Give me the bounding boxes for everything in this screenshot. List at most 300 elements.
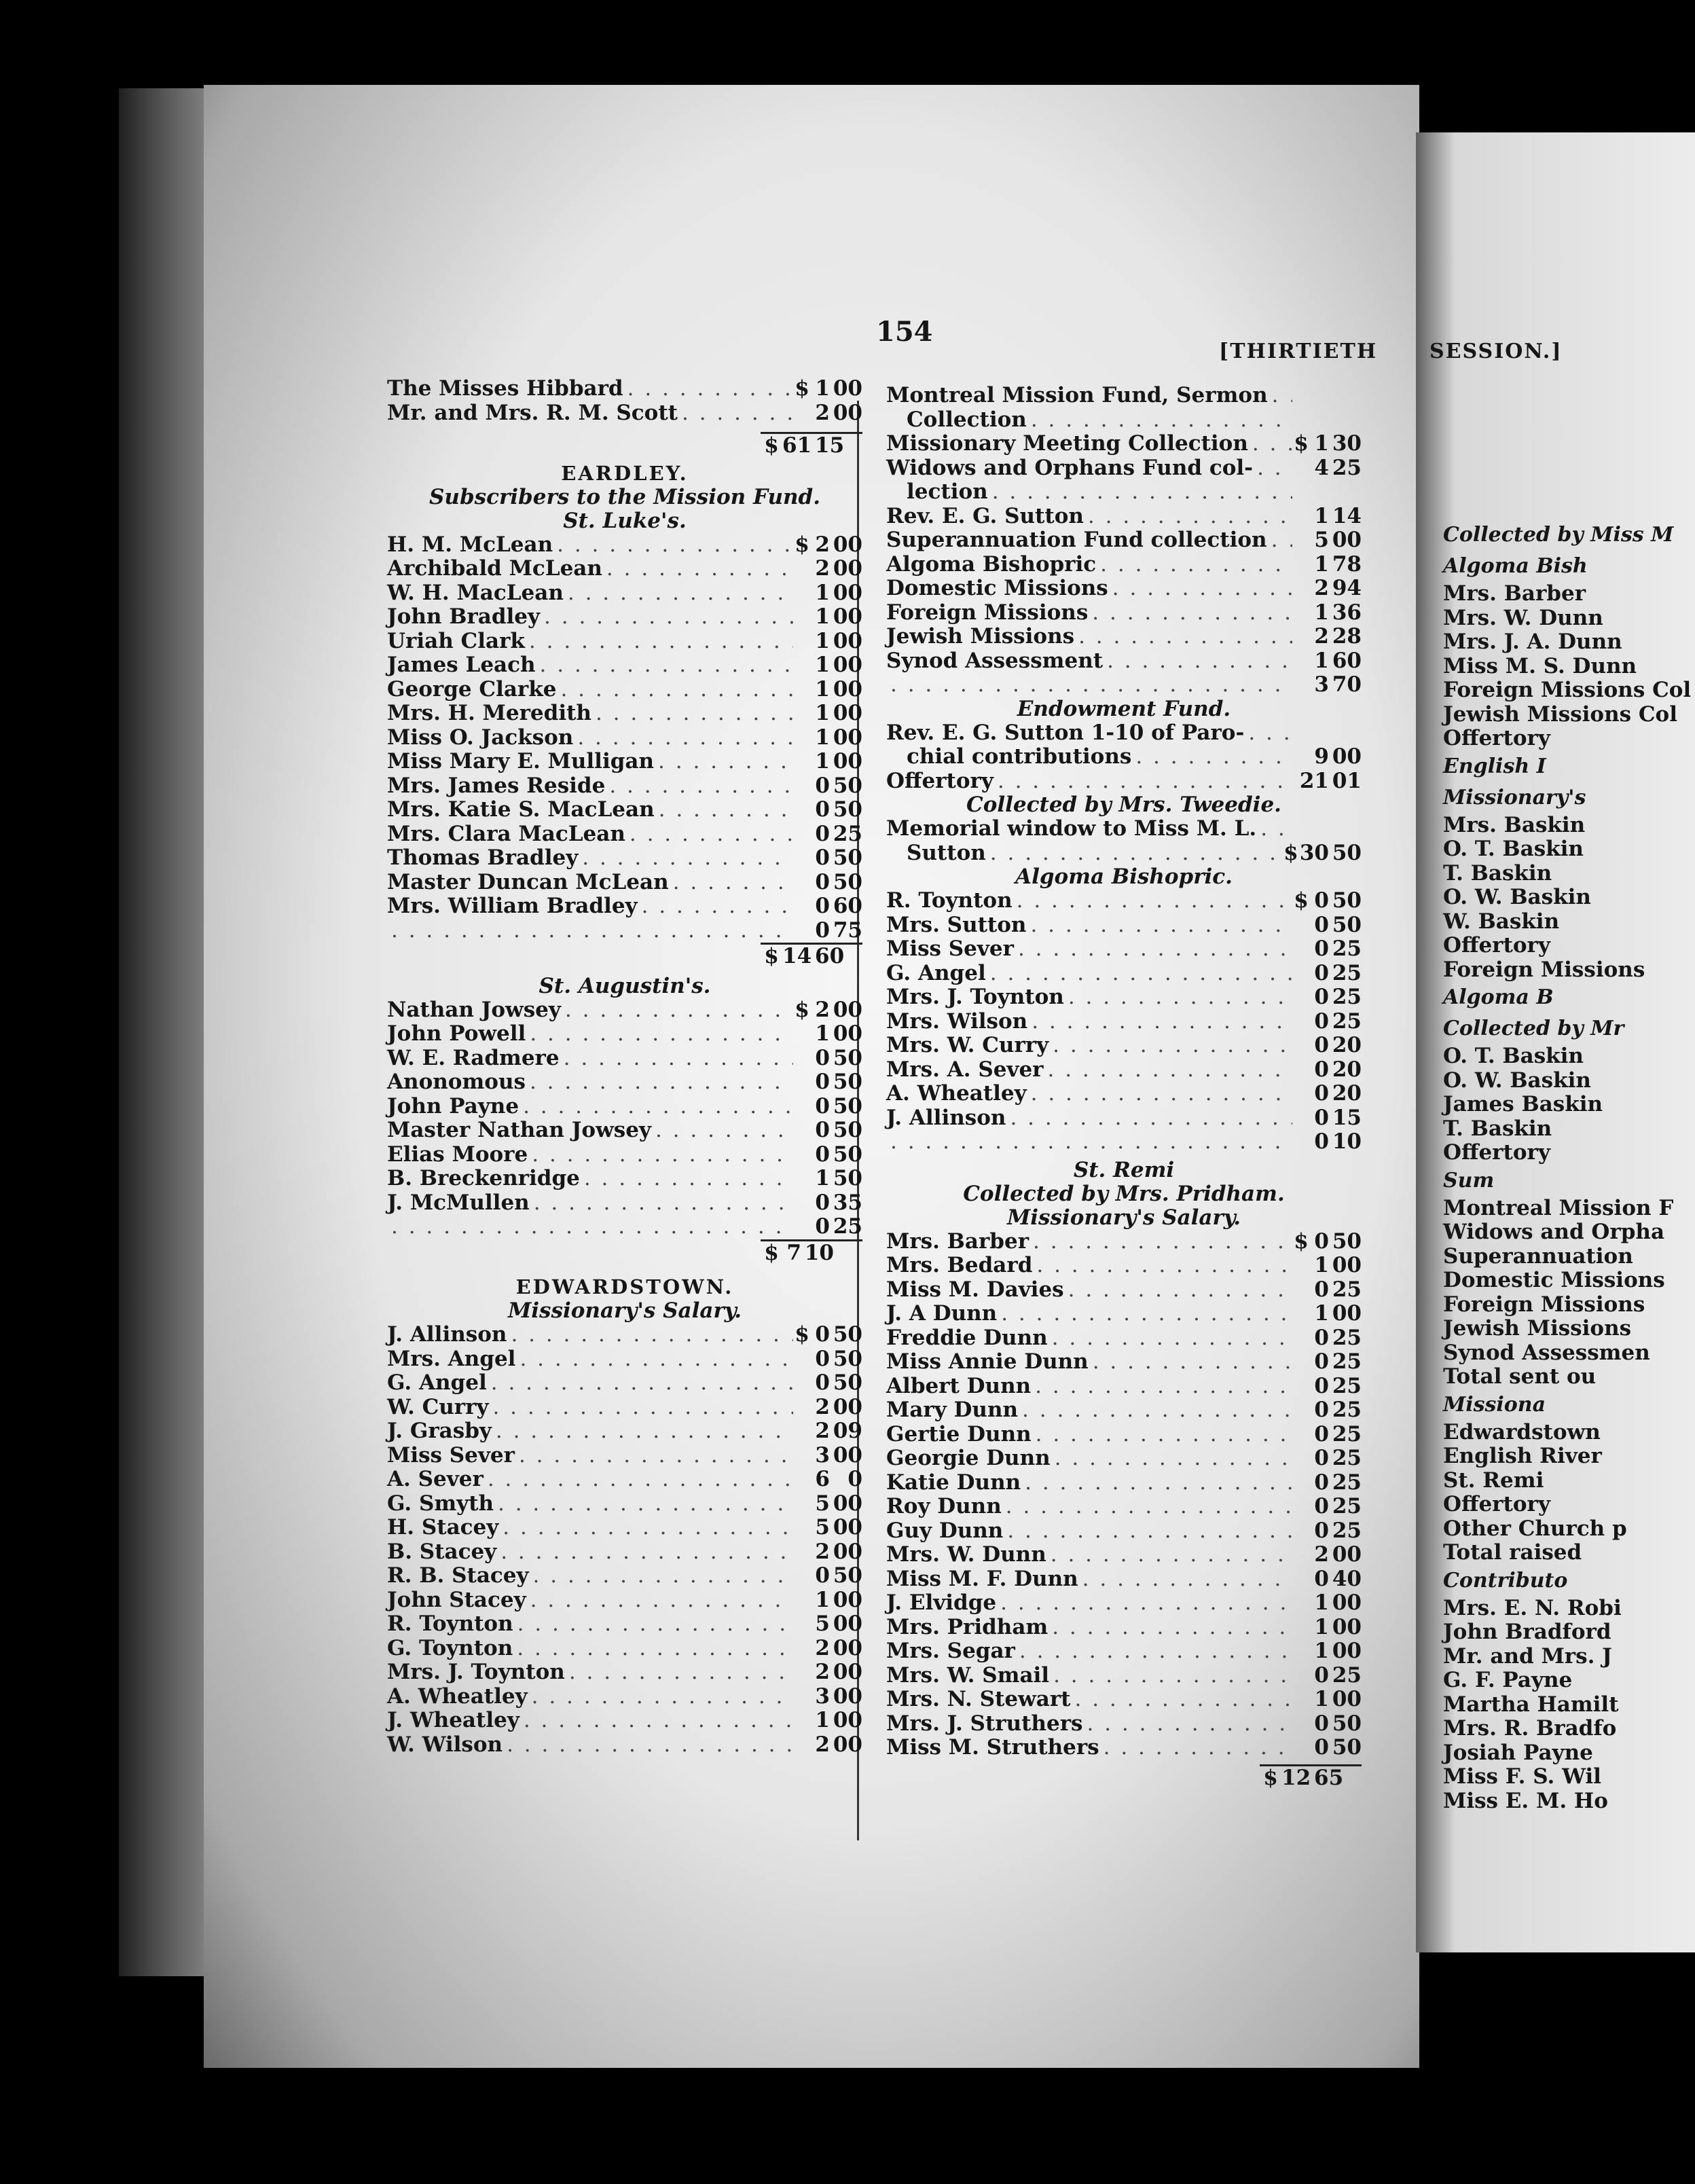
amount-cents: 25 [833, 821, 862, 846]
currency-sign [1292, 528, 1310, 553]
entry-row [886, 841, 1362, 866]
amount-dollars: 1 [815, 580, 830, 605]
currency-sign [1292, 1519, 1310, 1544]
amount-cents: 00 [1332, 1687, 1362, 1711]
leader-dots [638, 894, 793, 919]
amount-dollars [1310, 817, 1329, 841]
amount-dollars: 61 [782, 433, 812, 458]
right-page-line: Foreign Missions Col [1443, 678, 1692, 702]
amount-dollars: 0 [1314, 912, 1329, 937]
leader-dots [530, 1191, 793, 1216]
amount-cents: 50 [833, 845, 862, 870]
currency-sign: $ [795, 1322, 809, 1347]
entry-row [886, 1519, 1362, 1544]
entry-row [387, 1733, 862, 1758]
currency-sign [1292, 1591, 1310, 1616]
currency-sign [1292, 1278, 1310, 1303]
currency-sign [1292, 456, 1310, 481]
amount-cents: 00 [833, 532, 862, 557]
entry-name: James Leach [387, 653, 536, 677]
entry-row [387, 1612, 862, 1637]
entry-name: Nathan Jowsey [387, 997, 561, 1022]
currency-sign [793, 1167, 811, 1191]
entry-name: lection [907, 479, 988, 504]
amount-cents: 15 [815, 433, 845, 458]
entry-name: Mrs. J. Struthers [886, 1711, 1083, 1736]
amount-cents: 50 [833, 1142, 862, 1167]
middle-column [886, 384, 1362, 1790]
currency-sign [793, 1468, 811, 1492]
currency-sign [793, 894, 811, 919]
leader-dots [528, 1685, 793, 1709]
entry-row [387, 1637, 862, 1661]
right-page-line: Miss E. M. Ho [1443, 1788, 1608, 1813]
entry-name: Mrs. Sutton [886, 912, 1027, 937]
leader-dots [515, 1347, 793, 1372]
leader-dots [1048, 1616, 1292, 1640]
entry-name: Mrs. H. Meredith [387, 701, 591, 725]
amount-dollars: 0 [1314, 1566, 1329, 1591]
leader-dots [503, 1733, 793, 1758]
amount-dollars: 3 [1314, 672, 1329, 697]
entry-row [387, 1419, 862, 1444]
amount-dollars: 0 [815, 1322, 830, 1347]
amount-cents: 25 [1332, 1373, 1362, 1398]
amount-dollars: 2 [815, 1394, 830, 1419]
section-subtitle: St. Luke's. [563, 508, 687, 533]
currency-sign [1292, 601, 1310, 625]
entry-name: Mrs. Katie S. MacLean [387, 797, 655, 822]
entry-row [886, 1106, 1362, 1131]
right-page-line: Foreign Missions [1443, 1292, 1645, 1317]
right-page-line: Domestic Missions [1443, 1268, 1665, 1292]
entry-name: H. M. McLean [387, 532, 553, 557]
entry-name: Master Duncan McLean [387, 869, 669, 894]
leader-dots [525, 630, 793, 654]
currency-sign [793, 1660, 811, 1685]
entry-name: Archibald McLean [387, 556, 602, 581]
right-page-line: Montreal Mission F [1443, 1195, 1674, 1220]
currency-sign [793, 798, 811, 822]
right-page-line: Collected by Miss M [1443, 523, 1674, 547]
amount-cents: 25 [1332, 960, 1362, 985]
amount-dollars: 0 [815, 1346, 830, 1371]
leader-dots [605, 774, 793, 799]
currency-sign [1292, 1688, 1310, 1712]
entry-name: R. B. Stacey [387, 1563, 529, 1588]
leader-dots [529, 1564, 793, 1588]
leader-dots [1078, 1567, 1292, 1592]
entry-row [886, 1591, 1362, 1616]
amount-cents: 25 [1332, 1662, 1362, 1688]
entry-name: Freddie Dunn [886, 1325, 1048, 1350]
entry-row [886, 1058, 1362, 1082]
entry-name: Algoma Bishopric [886, 551, 1097, 577]
currency-sign [1292, 1058, 1310, 1082]
right-page-line: Missiona [1443, 1392, 1546, 1417]
amount-cents: 00 [833, 1635, 862, 1660]
entry-name: John Stacey [387, 1587, 526, 1612]
entry-name: Sutton [907, 840, 986, 865]
currency-sign [1292, 1639, 1310, 1664]
currency-sign [793, 653, 811, 678]
entry-row [387, 1371, 862, 1396]
currency-sign [1282, 769, 1300, 794]
leader-dots [498, 1516, 793, 1540]
amount-dollars: 0 [1314, 1373, 1329, 1398]
amount-dollars: 2 [815, 400, 830, 425]
leader-dots [560, 1046, 793, 1071]
entry-name: J. McMullen [387, 1190, 530, 1215]
entry-name: Montreal Mission Fund, Sermon [886, 383, 1268, 407]
amount-cents: 00 [833, 556, 862, 581]
entry-name: Miss O. Jackson [387, 725, 574, 750]
entry-row [387, 1215, 862, 1239]
right-page-line: T. Baskin [1443, 860, 1552, 886]
amount-dollars: 0 [1314, 960, 1329, 985]
entry-row [886, 408, 1362, 433]
entry-name: Guy Dunn [886, 1518, 1004, 1543]
leader-dots [1074, 625, 1292, 649]
entry-row [886, 1639, 1362, 1664]
leader-dots [487, 1371, 793, 1396]
amount-dollars: 1 [1314, 1301, 1329, 1326]
entry-row [886, 721, 1362, 746]
currency-sign [793, 1637, 811, 1661]
amount-cents: 36 [1332, 600, 1362, 625]
amount-dollars: 1 [1314, 600, 1329, 625]
entry-row [387, 998, 862, 1023]
amount-cents: 14 [1332, 503, 1362, 528]
amount-dollars: 0 [815, 1563, 830, 1588]
section-subtitle: Collected by Mrs. Tweedie. [966, 793, 1281, 817]
amount-cents: 10 [804, 1240, 834, 1265]
currency-sign [793, 605, 811, 630]
amount-cents: 50 [1332, 912, 1362, 937]
leader-dots [1049, 1664, 1292, 1688]
subtotal-row [761, 432, 862, 458]
currency-sign [793, 1191, 811, 1216]
page-number: 154 [876, 316, 933, 348]
leader-dots [1029, 1230, 1292, 1254]
leader-dots [651, 1118, 793, 1143]
leader-dots [678, 401, 793, 426]
entry-row [387, 1660, 862, 1685]
currency-sign [1292, 913, 1310, 938]
amount-dollars: 1 [815, 653, 830, 677]
amount-dollars: 0 [815, 1045, 830, 1070]
entry-name: Foreign Missions [886, 600, 1089, 625]
leader-dots [526, 1588, 793, 1613]
amount-cents: 00 [833, 580, 862, 605]
leader-dots [886, 1130, 1292, 1154]
amount-dollars: 1 [1314, 503, 1329, 528]
section-subtitle: Missionary's Salary. [1006, 1205, 1241, 1230]
entry-row [387, 1709, 862, 1733]
currency-sign [1292, 505, 1310, 529]
right-page-line: Collected by Mr [1443, 1017, 1624, 1040]
currency-sign [793, 1612, 811, 1637]
amount-cents: 25 [1332, 936, 1362, 961]
amount-dollars: 2 [815, 1539, 830, 1564]
entry-name: G. Angel [387, 1370, 487, 1395]
currency-sign [793, 1118, 811, 1143]
currency-sign [793, 1492, 811, 1516]
amount-dollars: 1 [815, 376, 830, 401]
right-page-line: O. W. Baskin [1443, 1068, 1591, 1093]
currency-sign [793, 1588, 811, 1613]
leader-dots [494, 1492, 793, 1516]
entry-name: Anonomous [387, 1070, 526, 1094]
amount-dollars: 0 [815, 773, 830, 798]
entry-row [387, 557, 862, 581]
leader-dots [573, 726, 793, 750]
entry-name: Mrs. Pridham [886, 1614, 1049, 1639]
amount-dollars: 0 [1314, 1349, 1329, 1374]
currency-sign [793, 401, 811, 426]
amount-cents: 50 [833, 1118, 862, 1142]
amount-cents: 60 [815, 944, 845, 968]
leader-dots [519, 1095, 793, 1119]
right-page-line: James Baskin [1443, 1092, 1603, 1116]
entry-name: Miss Mary E. Mulligan [387, 749, 655, 774]
currency-sign: $ [795, 532, 809, 557]
amount-cents: 00 [833, 997, 862, 1022]
entry-row [886, 1034, 1362, 1058]
currency-sign [1292, 1446, 1310, 1471]
currency-sign [793, 1371, 811, 1396]
currency-sign [793, 1516, 811, 1540]
amount-dollars: 2 [815, 1419, 830, 1443]
currency-sign [1292, 1495, 1310, 1519]
amount-dollars: 2 [815, 1660, 830, 1684]
currency-sign [793, 1396, 811, 1420]
section-subtitle: Collected by Mrs. Pridham. [963, 1181, 1285, 1206]
currency-sign [1292, 1350, 1310, 1375]
amount-dollars: 2 [815, 1732, 830, 1757]
amount-dollars: 12 [1281, 1765, 1311, 1790]
amount-dollars: 0 [1314, 888, 1329, 913]
entry-row [886, 601, 1362, 625]
section-subtitle: Endowment Fund. [1017, 696, 1231, 721]
amount-dollars: 0 [1314, 1711, 1329, 1736]
leader-dots [1096, 553, 1292, 577]
entry-row [886, 1446, 1362, 1471]
currency-sign [1292, 1326, 1310, 1351]
section-subtitle: Subscribers to the Mission Fund. [429, 484, 820, 509]
right-page-line: Jewish Missions [1443, 1316, 1632, 1341]
amount-dollars: 0 [1314, 1518, 1329, 1543]
entry-name: Missionary Meeting Collection [886, 431, 1248, 456]
right-page-line: Widows and Orpha [1443, 1220, 1665, 1244]
amount-dollars: 0 [1314, 1494, 1329, 1518]
amount-dollars: 0 [1314, 1033, 1329, 1057]
subtotal-row [761, 943, 862, 969]
amount-dollars: 0 [815, 821, 830, 846]
entry-row [387, 1191, 862, 1216]
leader-dots [540, 605, 793, 630]
amount-dollars: 1 [815, 1708, 830, 1732]
amount-dollars: 0 [1314, 1421, 1329, 1446]
currency-sign [1292, 553, 1310, 577]
entry-row [387, 1685, 862, 1709]
leader-dots [654, 750, 793, 774]
book-page-right [1416, 132, 1695, 1952]
entry-row [387, 1167, 862, 1191]
entry-name: Miss Annie Dunn [886, 1349, 1089, 1374]
amount-dollars: 1 [815, 725, 830, 750]
currency-sign [1292, 673, 1310, 697]
amount-cents: 50 [833, 1322, 862, 1347]
entry-name: R. Toynton [387, 1612, 513, 1636]
leader-dots [1018, 1398, 1292, 1423]
amount-cents: 20 [1332, 1081, 1362, 1106]
right-page-line: O. T. Baskin [1443, 837, 1584, 861]
entry-name: Master Nathan Jowsey [387, 1118, 651, 1142]
leader-dots [526, 1070, 793, 1095]
entry-row [387, 678, 862, 702]
leader-dots [1044, 1058, 1292, 1082]
leader-dots [1108, 577, 1292, 601]
entry-row [886, 1495, 1362, 1519]
currency-sign [793, 678, 811, 702]
entry-row [886, 1010, 1362, 1034]
amount-cents: 00 [1332, 1614, 1362, 1639]
entry-row [387, 1095, 862, 1119]
amount-cents: 50 [833, 1070, 862, 1094]
amount-cents: 00 [833, 1612, 862, 1636]
amount-dollars: 1 [815, 1587, 830, 1612]
section-heading: EDWARDSTOWN. [515, 1275, 734, 1298]
entry-row [886, 505, 1362, 529]
currency-sign [1292, 649, 1310, 674]
entry-row [387, 605, 862, 630]
right-page-line: Josiah Payne [1443, 1740, 1593, 1765]
amount-dollars [1310, 721, 1329, 746]
entry-name: Mrs. James Reside [387, 773, 606, 798]
entry-name: Jewish Missions [886, 624, 1075, 649]
currency-sign [793, 702, 811, 726]
amount-cents: 00 [1332, 1639, 1362, 1663]
entry-row [886, 649, 1362, 674]
leader-dots [623, 377, 793, 401]
entry-name: J. Elvidge [886, 1590, 997, 1615]
entry-row [886, 889, 1362, 913]
amount-cents: 50 [833, 1166, 862, 1190]
leader-dots [513, 1637, 793, 1661]
entry-row [886, 1278, 1362, 1303]
amount-dollars: 1 [1314, 1253, 1329, 1277]
amount-cents: 50 [833, 773, 862, 798]
right-page-line: Synod Assessmen [1443, 1340, 1650, 1365]
leader-dots [1032, 1254, 1292, 1278]
leader-dots [1051, 1446, 1292, 1471]
currency-sign: $ [795, 997, 809, 1022]
entry-name: H. Stacey [387, 1515, 499, 1540]
entry-row [387, 1323, 862, 1347]
entry-name: Widows and Orphans Fund col- [886, 455, 1254, 480]
leader-dots [669, 871, 793, 895]
amount-dollars: 1 [815, 628, 830, 653]
running-head: [THIRTIETH [1219, 340, 1378, 363]
currency-sign [793, 822, 811, 847]
entry-name: Miss Sever [387, 1442, 515, 1468]
entry-row [886, 625, 1362, 649]
leader-dots [1003, 1519, 1292, 1544]
entry-row [387, 533, 862, 558]
currency-sign [1292, 962, 1310, 986]
amount-cents: 0 [848, 1467, 862, 1491]
leader-dots [591, 702, 793, 726]
leader-dots [556, 678, 793, 702]
leader-dots [1268, 384, 1292, 408]
leader-dots [994, 769, 1282, 794]
amount-cents [1329, 408, 1362, 433]
currency-sign [793, 1564, 811, 1588]
amount-cents: 01 [1332, 768, 1362, 793]
amount-cents: 00 [833, 1660, 862, 1684]
leader-dots [492, 1419, 793, 1444]
currency-sign [793, 1540, 811, 1565]
entry-name: Mrs. J. Toynton [387, 1660, 565, 1684]
amount-cents: 00 [1332, 744, 1362, 769]
currency-sign [793, 919, 811, 943]
right-page-line: Mrs. Baskin [1443, 812, 1586, 837]
amount-cents: 00 [833, 604, 862, 629]
entry-row [387, 1588, 862, 1613]
amount-cents [1329, 480, 1362, 505]
leader-dots [387, 919, 793, 943]
entry-row [886, 1736, 1362, 1760]
spacer [387, 1265, 862, 1272]
right-page-line: Edwardstown [1443, 1419, 1601, 1444]
currency-sign [1292, 1471, 1310, 1495]
subtotal-row [761, 1239, 862, 1266]
entry-name: Miss M. F. Dunn [886, 1566, 1078, 1591]
leader-dots [1103, 649, 1292, 674]
amount-cents: 94 [1332, 576, 1362, 600]
currency-sign [1292, 480, 1310, 505]
leader-dots [507, 1323, 793, 1347]
currency-sign [793, 1070, 811, 1095]
entry-row [886, 384, 1362, 408]
amount-cents: 78 [1332, 551, 1362, 577]
entry-name: Mr. and Mrs. R. M. Scott [387, 400, 678, 425]
right-page-line: G. F. Payne [1443, 1668, 1573, 1692]
amount-cents: 50 [1332, 1735, 1362, 1760]
amount-dollars: 0 [1314, 1057, 1329, 1082]
currency-sign [1292, 1567, 1310, 1592]
entry-name: Katie Dunn [886, 1470, 1021, 1495]
amount-dollars: 0 [1314, 1446, 1329, 1470]
entry-name: Collection [907, 407, 1027, 432]
leader-dots [513, 1612, 793, 1637]
entry-name: Mrs. Bedard [886, 1253, 1033, 1277]
leader-dots [1032, 1423, 1292, 1447]
leader-dots [564, 581, 793, 606]
right-page-line: Jewish Missions Col [1443, 702, 1677, 727]
section-subtitle: St. Remi [1073, 1157, 1175, 1182]
amount-cents: 00 [833, 1708, 862, 1732]
right-page-line: English I [1443, 754, 1546, 778]
currency-sign [1292, 1106, 1310, 1131]
entry-row [387, 1046, 862, 1071]
amount-cents: 00 [1332, 1590, 1362, 1615]
amount-dollars: 3 [815, 1442, 830, 1468]
amount-dollars: 2 [815, 1635, 830, 1660]
amount-dollars: 1 [1314, 551, 1329, 577]
leader-dots [886, 673, 1292, 697]
